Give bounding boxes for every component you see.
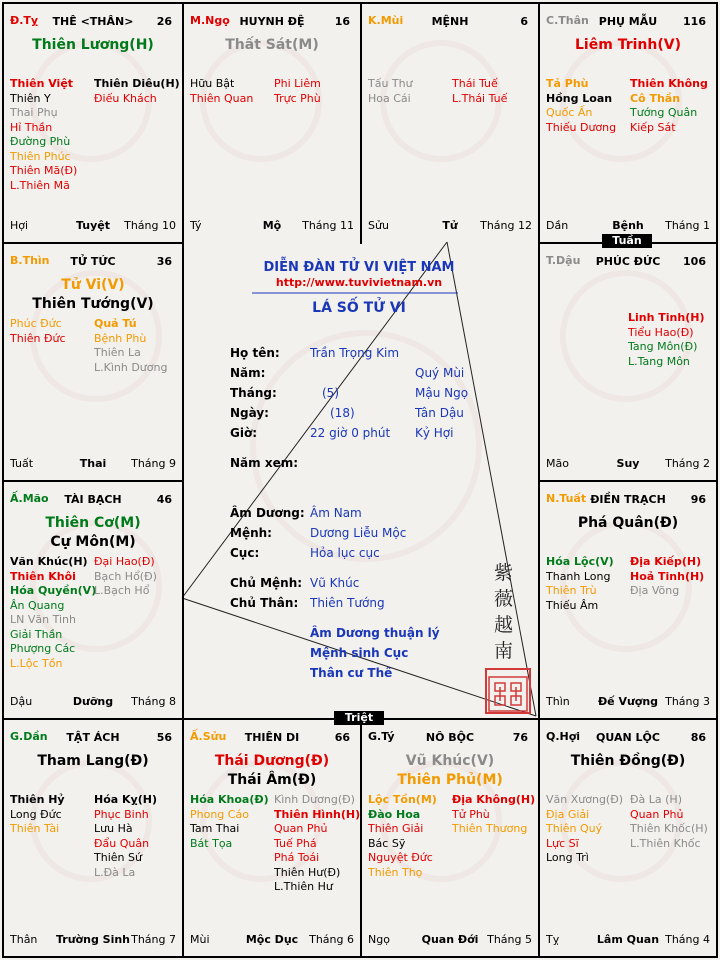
minor-stars-left	[10, 77, 77, 193]
minor-star: Phúc Đức	[10, 317, 62, 330]
palace-title: QUAN LỘC	[596, 731, 660, 744]
minor-star: Hồng Loan	[546, 91, 613, 105]
palace-footer	[184, 933, 360, 947]
palace-title: NÔ BỘC	[425, 731, 475, 744]
info-value: (18)	[330, 406, 355, 420]
summary-line: Thân cư Thê	[310, 666, 393, 680]
minor-stars-right	[628, 311, 704, 369]
minor-star: Long Trì	[546, 851, 589, 864]
footer-branch: Dậu	[10, 695, 33, 708]
info-label: Cục:	[230, 546, 260, 560]
minor-star: Tang Môn(Đ)	[628, 340, 698, 353]
info-value: Hỏa lục cục	[310, 546, 380, 560]
palace-number: 86	[690, 731, 706, 744]
minor-stars-right	[630, 555, 704, 599]
minor-star: Nguyệt Đức	[368, 851, 433, 864]
minor-star: Kiếp Sát	[630, 120, 676, 134]
minor-star: Tam Thai	[190, 822, 240, 835]
palace-can-chi: N.Tuất	[546, 492, 587, 505]
chart-heading: LÁ SỐ TỬ VI	[312, 300, 406, 316]
minor-star: Thiên La	[94, 346, 141, 359]
main-star: Thiên Tướng(V)	[32, 296, 154, 312]
minor-star: Cô Thần	[630, 91, 681, 105]
palace-footer	[4, 933, 182, 947]
info-value-canchi: Tân Dậu	[415, 406, 464, 420]
forum-url[interactable]: http://www.tuvivietnam.vn	[275, 276, 443, 289]
minor-star: Thiên Mã(Đ)	[10, 164, 78, 177]
main-star: Thái Âm(Đ)	[227, 772, 317, 788]
info-value: Vũ Khúc	[310, 576, 360, 590]
palace-title: PHÚC ĐỨC	[595, 255, 661, 268]
info-value-canchi: Kỷ Hợi	[415, 426, 454, 440]
minor-star: Văn Khúc(H)	[10, 555, 88, 568]
info-value: 22 giờ 0 phút	[310, 426, 391, 440]
minor-star: Thiên Phúc	[10, 149, 71, 163]
footer-stage: Thai	[79, 457, 107, 470]
minor-star: Hữu Bật	[190, 77, 235, 90]
main-star: Thiên Lương(H)	[32, 37, 154, 53]
palace-footer	[4, 219, 182, 233]
minor-star: Đà La (H)	[630, 793, 682, 806]
palace-number: 96	[690, 493, 706, 506]
footer-stage: Tử	[442, 219, 458, 232]
footer-stage: Đế Vượng	[597, 695, 659, 708]
minor-star: Thiên Quan	[190, 91, 254, 105]
footer-stage: Mộc Dục	[245, 933, 299, 946]
minor-star: Điếu Khách	[94, 91, 157, 105]
minor-star: Linh Tinh(H)	[628, 311, 705, 324]
seal-stamp	[485, 668, 531, 714]
minor-star: Kình Dương(Đ)	[274, 793, 355, 806]
footer-month: Tháng 11	[302, 219, 354, 232]
main-star: Thiên Đồng(Đ)	[570, 753, 686, 769]
minor-stars-left	[10, 555, 96, 671]
palace-can-chi: C.Thân	[546, 14, 589, 27]
minor-star: Thiên Hỷ	[10, 793, 65, 806]
minor-star: Bệnh Phù	[94, 331, 147, 345]
info-value-canchi: Mậu Ngọ	[415, 386, 469, 400]
footer-month: Tháng 12	[480, 219, 532, 232]
minor-star: LN Văn Tinh	[10, 613, 76, 626]
minor-star: Phá Toái	[274, 851, 320, 864]
info-value: (5)	[322, 386, 339, 400]
minor-star: Tử Phù	[452, 807, 490, 821]
minor-star: Hóa Khoa(Đ)	[190, 793, 269, 806]
minor-star: Thanh Long	[546, 569, 611, 583]
minor-star: Đại Hao(Đ)	[94, 555, 155, 568]
calligraphy: 紫薇越南	[494, 562, 514, 662]
minor-star: L.Tang Môn	[628, 354, 690, 368]
minor-star: Địa Võng	[630, 584, 680, 597]
minor-stars-right	[94, 555, 157, 599]
minor-star: Thiên Việt	[10, 77, 74, 90]
footer-stage: Trường Sinh	[56, 933, 130, 946]
palace-footer	[540, 695, 716, 709]
palace-hoi[interactable]	[540, 720, 716, 956]
forum-title: DIỄN ĐÀN TỬ VI VIỆT NAM	[263, 260, 455, 275]
minor-star: Địa Kiếp(H)	[630, 555, 702, 568]
minor-stars-left	[10, 317, 66, 346]
palace-footer	[362, 933, 538, 947]
minor-star: Tả Phù	[546, 77, 589, 90]
main-star: Thất Sát(M)	[225, 37, 319, 53]
footer-branch: Hợi	[10, 219, 29, 232]
main-star: Thái Dương(Đ)	[214, 753, 330, 769]
minor-star: Giải Thần	[10, 627, 63, 641]
palace-ty2[interactable]	[362, 720, 538, 956]
info-value: Âm Nam	[310, 506, 362, 520]
palace-number: 6	[520, 15, 528, 28]
minor-star: Lộc Tồn(M)	[368, 793, 437, 806]
palace-can-chi: M.Ngọ	[190, 14, 230, 27]
minor-star: Thiên Thọ	[368, 865, 423, 879]
main-star: Phá Quân(Đ)	[577, 515, 679, 531]
palace-can-chi: Q.Hợi	[546, 730, 581, 743]
palace-number: 116	[683, 15, 706, 28]
main-star: Tử Vi(V)	[61, 277, 125, 293]
minor-stars-right	[94, 793, 157, 880]
minor-star: Hoa Cái	[368, 91, 411, 105]
palace-number: 26	[156, 15, 172, 28]
footer-stage: Quan Đới	[421, 933, 479, 946]
minor-star: Thiên Trù	[546, 584, 597, 597]
minor-star: Quan Phủ	[630, 807, 684, 821]
minor-stars-right	[94, 317, 167, 375]
minor-star: Trực Phù	[274, 91, 321, 105]
minor-star: Bác Sỹ	[368, 836, 406, 850]
minor-stars-right	[94, 77, 180, 106]
footer-stage: Tuyệt	[75, 219, 110, 232]
minor-star: Hỉ Thần	[10, 120, 53, 134]
palace-can-chi: Ấ.Sửu	[190, 730, 227, 743]
palace-title: MỆNH	[431, 15, 469, 28]
main-star: Liêm Trinh(V)	[575, 37, 681, 53]
palace-number: 36	[156, 255, 172, 268]
minor-stars-left	[546, 77, 616, 135]
palace-title: HUYNH ĐỆ	[239, 15, 305, 28]
palace-title: THÊ <THÂN>	[52, 15, 134, 28]
palace-number: 56	[156, 731, 172, 744]
palace-can-chi: B.Thìn	[10, 254, 50, 267]
minor-star: Thiên Không	[630, 77, 708, 90]
minor-star: Thiên Tài	[10, 822, 60, 835]
minor-star: Thiên Hình(H)	[274, 807, 360, 821]
minor-stars-left	[190, 793, 269, 851]
minor-star: L.Thiên Hư	[274, 880, 333, 893]
minor-star: Tấu Thư	[368, 77, 413, 90]
minor-star: Hóa Kỵ(H)	[94, 793, 157, 806]
footer-month: Tháng 8	[131, 695, 176, 708]
palace-title: THIÊN DI	[244, 731, 300, 744]
minor-star: Phi Liêm	[274, 77, 321, 90]
info-label: Ngày:	[230, 406, 269, 420]
footer-branch: Thân	[10, 933, 38, 946]
minor-star: L.Đà La	[94, 865, 136, 879]
minor-star: L.Bạch Hổ	[94, 584, 150, 597]
minor-star: Thiên Khôi	[10, 569, 76, 583]
palace-can-chi: Đ.Tỵ	[10, 14, 39, 27]
footer-branch: Sửu	[368, 219, 389, 232]
palace-title: ĐIỀN TRẠCH	[590, 493, 666, 506]
info-value: Thiên Tướng	[310, 596, 385, 610]
minor-star: Thiếu Dương	[546, 120, 617, 134]
palace-number: 16	[334, 15, 350, 28]
main-star: Thiên Phủ(M)	[397, 772, 503, 788]
palace-can-chi: K.Mùi	[368, 14, 404, 27]
minor-star: Đường Phù	[10, 135, 71, 148]
palace-title: PHỤ MẪU	[598, 15, 658, 28]
minor-stars-left	[546, 555, 614, 613]
main-star: Tham Lang(Đ)	[37, 753, 149, 769]
minor-star: Hóa Lộc(V)	[546, 555, 614, 568]
minor-stars-left	[190, 77, 253, 106]
minor-stars-left	[10, 793, 65, 837]
minor-star: Lưu Hà	[94, 822, 133, 835]
minor-star: Đẩu Quân	[94, 836, 150, 850]
minor-stars-right	[630, 77, 708, 135]
minor-stars-right	[452, 77, 507, 106]
footer-stage: Suy	[616, 457, 640, 470]
minor-star: Thiên Thương	[452, 822, 528, 835]
info-label: Chủ Thân:	[230, 596, 299, 610]
palace-than[interactable]	[540, 4, 716, 242]
minor-star: Quả Tú	[94, 317, 137, 330]
minor-star: Bát Tọa	[190, 836, 233, 850]
minor-star: Thiên Hư(Đ)	[274, 865, 341, 879]
palace-number: 106	[683, 255, 706, 268]
minor-star: Ân Quang	[10, 598, 65, 612]
minor-star: Tiểu Hao(Đ)	[628, 325, 694, 339]
palace-suu[interactable]	[184, 720, 360, 956]
footer-month: Tháng 1	[665, 219, 710, 232]
info-value: Dương Liễu Mộc	[310, 526, 407, 540]
palace-footer	[540, 457, 716, 471]
palace-footer	[4, 695, 182, 709]
palace-title: TẬT ÁCH	[66, 731, 120, 744]
minor-star: Thiên Đức	[10, 331, 66, 345]
palace-mao[interactable]	[4, 482, 182, 718]
palace-number: 76	[512, 731, 528, 744]
footer-stage: Mộ	[262, 219, 282, 232]
palace-footer	[540, 933, 716, 947]
palace-footer	[540, 219, 716, 233]
minor-star: Thiên Sứ	[94, 851, 142, 864]
minor-star: Phượng Các	[10, 642, 76, 655]
minor-star: Lực Sĩ	[546, 836, 579, 850]
minor-star: Bạch Hổ(Đ)	[94, 569, 157, 583]
minor-star: Quan Phủ	[274, 822, 328, 835]
footer-branch: Mão	[546, 457, 569, 470]
minor-stars-left	[546, 793, 623, 866]
info-label: Họ tên:	[230, 346, 280, 360]
info-label: Giờ:	[230, 426, 258, 440]
footer-stage: Dưỡng	[72, 695, 114, 708]
info-value: Trần Trọng Kim	[310, 346, 400, 360]
info-value-canchi: Quý Mùi	[415, 366, 465, 380]
minor-stars-right	[452, 793, 535, 837]
palace-dan[interactable]	[4, 720, 182, 956]
minor-star: L.Thiên Mã	[10, 178, 70, 192]
footer-branch: Mùi	[190, 933, 210, 946]
footer-branch: Ngọ	[368, 933, 390, 946]
minor-star: L.Thiên Khốc	[630, 836, 701, 850]
info-label: Âm Dương:	[230, 506, 305, 520]
minor-star: Phong Cáo	[190, 807, 249, 821]
info-label: Tháng:	[230, 386, 277, 400]
main-star: Vũ Khúc(V)	[405, 753, 495, 769]
minor-star: Long Đức	[10, 807, 62, 821]
minor-stars-right	[630, 793, 708, 851]
main-star: Cự Môn(M)	[50, 534, 136, 550]
minor-stars-left	[368, 793, 437, 880]
info-label: Năm xem:	[230, 456, 299, 470]
minor-star: L.Thái Tuế	[452, 91, 508, 105]
footer-month: Tháng 4	[665, 933, 710, 946]
minor-star: Tuế Phá	[274, 836, 317, 850]
footer-month: Tháng 10	[124, 219, 176, 232]
minor-star: Hóa Quyền(V)	[10, 584, 97, 597]
palace-dau[interactable]	[540, 244, 716, 480]
footer-month: Tháng 9	[131, 457, 176, 470]
triet-tag: Triệt	[334, 711, 384, 725]
palace-can-chi: G.Dần	[10, 730, 48, 743]
palace-title: TÀI BẠCH	[64, 493, 122, 506]
footer-month: Tháng 6	[309, 933, 354, 946]
palace-thin[interactable]	[4, 244, 182, 480]
minor-star: Thiếu Âm	[546, 598, 599, 612]
minor-stars-right	[274, 793, 360, 895]
palace-mui[interactable]	[362, 4, 538, 242]
grid-line	[2, 956, 716, 958]
tuan-tag: Tuần	[602, 234, 652, 248]
palace-number: 66	[334, 731, 350, 744]
palace-can-chi: T.Dậu	[546, 254, 581, 267]
minor-star: L.Lộc Tồn	[10, 656, 63, 670]
footer-branch: Tuất	[10, 457, 34, 470]
footer-stage: Bệnh	[612, 219, 644, 232]
minor-star: Đào Hoa	[368, 807, 421, 821]
footer-branch: Tỵ	[546, 933, 560, 946]
palace-title: TỬ TỨC	[70, 255, 116, 268]
palace-tuat[interactable]	[540, 482, 716, 718]
footer-month: Tháng 2	[665, 457, 710, 470]
palace-can-chi: G.Tý	[368, 730, 395, 743]
minor-star: Thiên Y	[10, 91, 51, 105]
footer-branch: Tý	[190, 219, 202, 232]
footer-branch: Thìn	[546, 695, 570, 708]
palace-footer	[184, 219, 360, 233]
minor-star: L.Kình Dương	[94, 360, 168, 374]
palace-can-chi: Ấ.Mão	[10, 492, 49, 505]
info-label: Chủ Mệnh:	[230, 576, 303, 590]
footer-stage: Lâm Quan	[596, 933, 660, 946]
palace-ty[interactable]	[4, 4, 182, 242]
palace-footer	[4, 457, 182, 471]
palace-ngo[interactable]	[184, 4, 360, 242]
info-label: Năm:	[230, 366, 266, 380]
main-star: Thiên Cơ(M)	[45, 515, 141, 531]
minor-star: Văn Xương(Đ)	[546, 793, 624, 806]
palace-number: 46	[156, 493, 172, 506]
minor-stars-right	[274, 77, 321, 106]
minor-star: Tướng Quân	[630, 106, 698, 119]
summary-line: Mệnh sinh Cục	[310, 646, 409, 660]
footer-branch: Dần	[546, 219, 569, 232]
minor-star: Thiên Khốc(H)	[630, 822, 708, 835]
minor-star: Thiên Giải	[368, 822, 424, 835]
footer-month: Tháng 5	[487, 933, 532, 946]
summary-line: Âm Dương thuận lý	[310, 626, 440, 640]
footer-month: Tháng 3	[665, 695, 710, 708]
minor-star: Thai Phụ	[10, 106, 58, 119]
minor-stars-left	[368, 77, 413, 106]
minor-star: Địa Giải	[546, 807, 590, 821]
minor-star: Quốc Ấn	[546, 106, 593, 119]
info-label: Mệnh:	[230, 526, 272, 540]
minor-star: Hoả Tinh(H)	[630, 569, 705, 583]
palace-footer	[362, 219, 538, 233]
minor-star: Thiên Diêu(H)	[94, 77, 180, 90]
footer-month: Tháng 7	[131, 933, 176, 946]
minor-star: Địa Không(H)	[452, 793, 536, 806]
triangle-line	[182, 242, 447, 598]
minor-star: Thiên Quý	[546, 822, 603, 835]
minor-star: Phục Binh	[94, 807, 149, 821]
minor-star: Thái Tuế	[452, 77, 498, 90]
